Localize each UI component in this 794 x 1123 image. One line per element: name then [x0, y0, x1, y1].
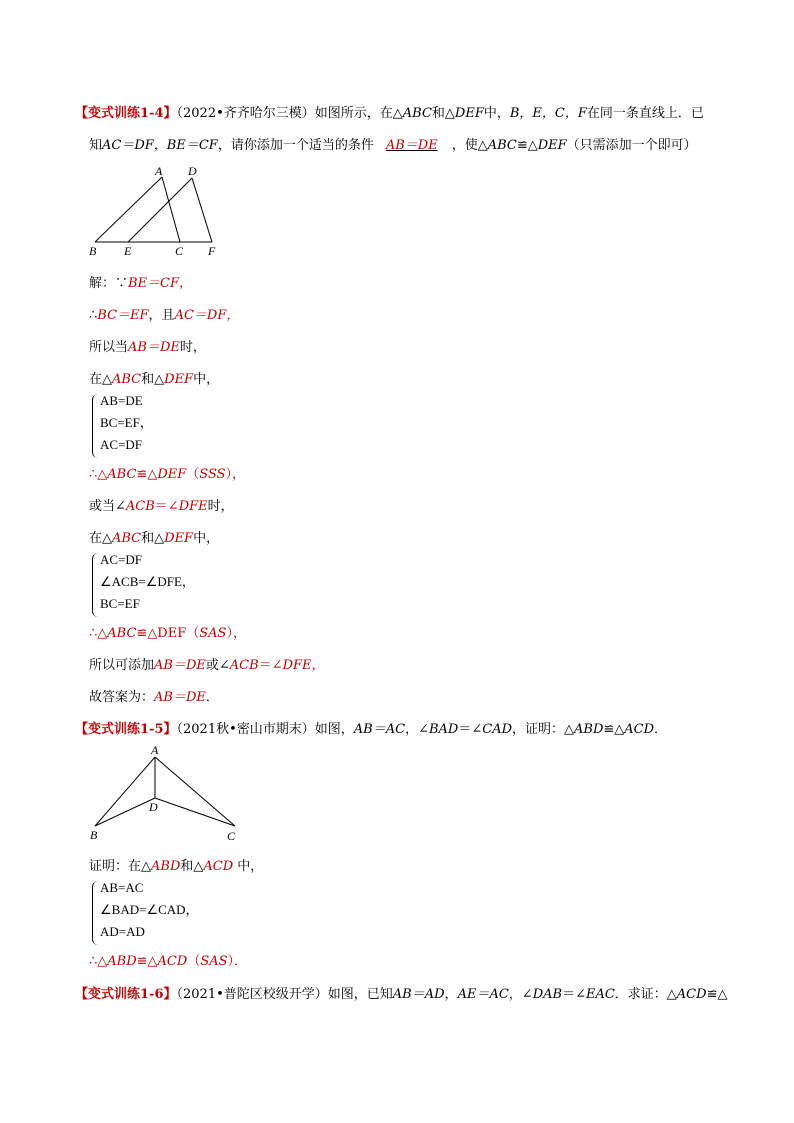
ex14-sol-line6 [89, 495, 234, 514]
sol-text: ∴△ [89, 467, 108, 482]
sol-text: ，且 [148, 308, 175, 323]
side-ac [155, 757, 235, 826]
proof-text: ∴△ [89, 954, 108, 969]
sol-text: SSS [199, 467, 226, 482]
sol-text: ACB [229, 658, 259, 673]
ex14-tag: 【变式训练1-4】 [75, 106, 177, 121]
ex16-text: 如图，已知 [327, 987, 393, 1002]
sol-text: 所以当 [89, 340, 129, 355]
sol-text: ）， [225, 467, 246, 482]
ex15-figure [85, 742, 255, 847]
equation: AD=AD [100, 924, 145, 939]
sol-text: 中， [193, 531, 220, 546]
sol-text: 中， [193, 372, 220, 387]
ex16-tag: 【变式训练1-6】 [75, 987, 177, 1002]
side-ac [162, 177, 180, 242]
ex14-text: DEF [537, 138, 567, 153]
sol-text: ≌△DEF（ [136, 626, 200, 641]
ex16-text: ．求证：△ [614, 987, 677, 1002]
sol-text: ）， [226, 626, 246, 641]
label-a: A [155, 164, 163, 178]
sol-text: 或当∠ [89, 499, 126, 514]
label-e: E [124, 244, 132, 258]
sol-text: ＝∠ [154, 499, 179, 514]
proof-text: ABD [107, 954, 137, 969]
ex15-text: CAD [482, 722, 513, 737]
sol-text: ACB [125, 499, 155, 514]
ex14-line2 [89, 134, 697, 153]
label-c: C [175, 244, 184, 258]
sol-text: AC＝DF， [174, 308, 240, 323]
sol-text: DEF [157, 467, 187, 482]
ex14-text: ≌△ [516, 138, 538, 153]
proof-text: ACD [157, 954, 188, 969]
side-bd [95, 798, 155, 826]
sol-text: DEF [164, 531, 194, 546]
ex14-sol-line9 [89, 654, 325, 673]
ex14-sol-line3 [89, 336, 206, 355]
label-d: D [149, 800, 158, 814]
sol-text: ＝∠ [258, 658, 283, 673]
proof-text: ABD [151, 859, 181, 874]
ex14-text: 知 [89, 138, 103, 153]
sol-text: 和△ [141, 372, 165, 387]
label-f: F [208, 244, 216, 258]
sol-text: 在△ [89, 372, 112, 387]
proof-text: ）． [227, 954, 248, 969]
ex14-sol-line4 [89, 368, 219, 387]
ex14-text: B，E，C，F [509, 106, 587, 121]
sol-text: 故答案为： [89, 690, 155, 705]
sol-text: ABC [112, 531, 142, 546]
ex14-text: ，使△ [451, 138, 488, 153]
label-b: B [90, 828, 98, 842]
ex15-text: 如图， [314, 722, 354, 737]
ex14-text: ABC [402, 106, 432, 121]
ex16-text: ACD [676, 987, 707, 1002]
sol-text: DFE [178, 499, 208, 514]
equation-system-2 [100, 549, 195, 615]
proof-text: 中， [233, 859, 264, 874]
ex14-text: 在同一条直线上．已 [586, 106, 704, 121]
ex15-text: ，证明：△ [512, 722, 575, 737]
ex16-text: ， [444, 987, 458, 1002]
ex14-sol-line1 [89, 272, 192, 291]
ex14-figure [85, 162, 235, 262]
sol-text: 解：∵ [89, 276, 129, 291]
label-c: C [227, 829, 236, 843]
proof-text: 和△ [180, 859, 204, 874]
proof-text: SAS [200, 954, 228, 969]
ex14-sol-line5 [89, 463, 245, 482]
side-ed [128, 178, 192, 242]
sol-text: ABC [107, 626, 137, 641]
proof-text: ACD [203, 859, 234, 874]
equation: ∠BAD=∠CAD， [100, 902, 199, 917]
ex15-tag: 【变式训练1-5】 [75, 722, 177, 737]
ex14-text: ABC [487, 138, 517, 153]
proof-text: 证明：在△ [89, 859, 151, 874]
side-df [192, 178, 212, 242]
ex15-text: ＝∠ [458, 722, 483, 737]
ex16-text: ≌△ [706, 987, 728, 1002]
ex14-text: DEF [454, 106, 484, 121]
ex16-text: ，∠ [508, 987, 533, 1002]
ex15-text: ≌△ [603, 722, 625, 737]
sol-text: DEF [164, 372, 194, 387]
side-ab [95, 177, 162, 242]
ex14-text: 中， [483, 106, 510, 121]
sol-text: AB＝DE [154, 658, 206, 673]
label-a: A [151, 743, 159, 757]
sol-text: 或∠ [205, 658, 230, 673]
brace [92, 553, 98, 617]
label-d: D [188, 164, 197, 178]
sol-text: DFE， [282, 658, 325, 673]
ex16-source: （2021•普陀区校级开学） [176, 987, 328, 1002]
ex15-text: ，∠ [405, 722, 429, 737]
ex15-proof-line1 [89, 855, 263, 874]
sol-text: ． [205, 690, 219, 705]
ex15-text: AB＝AC [353, 722, 406, 737]
sol-text: SAS [199, 626, 227, 641]
ex14-line1 [75, 102, 704, 121]
ex14-sol-line7 [89, 527, 219, 546]
ex16-text: DAB [532, 987, 563, 1002]
label-b: B [89, 244, 97, 258]
sol-text: AB＝DE [154, 690, 206, 705]
sol-text: ≌△ [136, 467, 158, 482]
side-ab [95, 757, 155, 826]
equation: AC=DF [100, 552, 143, 567]
equation: ∠ACB=∠DFE， [100, 574, 195, 589]
sol-text: ∴ [89, 308, 98, 323]
sol-text: 和△ [141, 531, 165, 546]
sol-text: 时， [207, 499, 234, 514]
ex14-answer-blank [374, 138, 452, 153]
brace [92, 394, 98, 458]
side-cd [155, 798, 235, 826]
brace [92, 881, 98, 945]
sol-text: ∴△ [89, 626, 108, 641]
ex14-sol-line8 [89, 622, 246, 641]
ex14-text: ，请你添加一个适当的条件 [217, 138, 374, 153]
ex16-text: EAC [585, 987, 615, 1002]
equation: AB=AC [100, 880, 144, 895]
ex14-text: （只需添加一个即可） [566, 138, 697, 153]
ex15-proof-line2 [89, 950, 247, 969]
equation: AC=DF [100, 437, 143, 452]
ex15-text: BAD [428, 722, 459, 737]
sol-text: BC＝EF [97, 308, 149, 323]
equation: BC=EF， [100, 415, 153, 430]
ex16-text: ＝∠ [562, 987, 586, 1002]
ex14-sol-line2 [89, 304, 239, 323]
sol-text: BE＝CF， [128, 276, 193, 291]
ex15-text: ． [654, 722, 668, 737]
sol-text: ABC [112, 372, 142, 387]
sol-text: 在△ [89, 531, 112, 546]
proof-text: ≌△ [136, 954, 158, 969]
sol-text: ABC [107, 467, 137, 482]
ex16-text: AB＝AD [392, 987, 445, 1002]
ex15-source: （2021秋•密山市期末） [176, 722, 315, 737]
ex16-text: AE＝AC [457, 987, 509, 1002]
sol-text: 所以可添加 [89, 658, 155, 673]
sol-text: AB＝DE [128, 340, 180, 355]
ex14-sol-line10 [89, 686, 219, 705]
ex14-source: （2022•齐齐哈尔三模） [176, 106, 315, 121]
equation-system-1 [100, 390, 153, 456]
proof-text: （ [187, 954, 201, 969]
ex15-text: ACD [624, 722, 655, 737]
ex14-text: 如图所示，在△ [314, 106, 403, 121]
equation-system-3 [100, 877, 199, 943]
sol-text: （ [186, 467, 200, 482]
ex14-answer: AB＝DE [385, 138, 438, 153]
equation: AB=DE [100, 393, 143, 408]
ex14-text: AC＝DF，BE＝CF [102, 138, 218, 153]
equation: BC=EF [100, 596, 140, 611]
sol-text: 时， [179, 340, 206, 355]
ex16-line1 [75, 983, 727, 1002]
ex14-text: 和△ [431, 106, 455, 121]
ex15-line1 [75, 718, 667, 737]
ex15-text: ABD [574, 722, 604, 737]
